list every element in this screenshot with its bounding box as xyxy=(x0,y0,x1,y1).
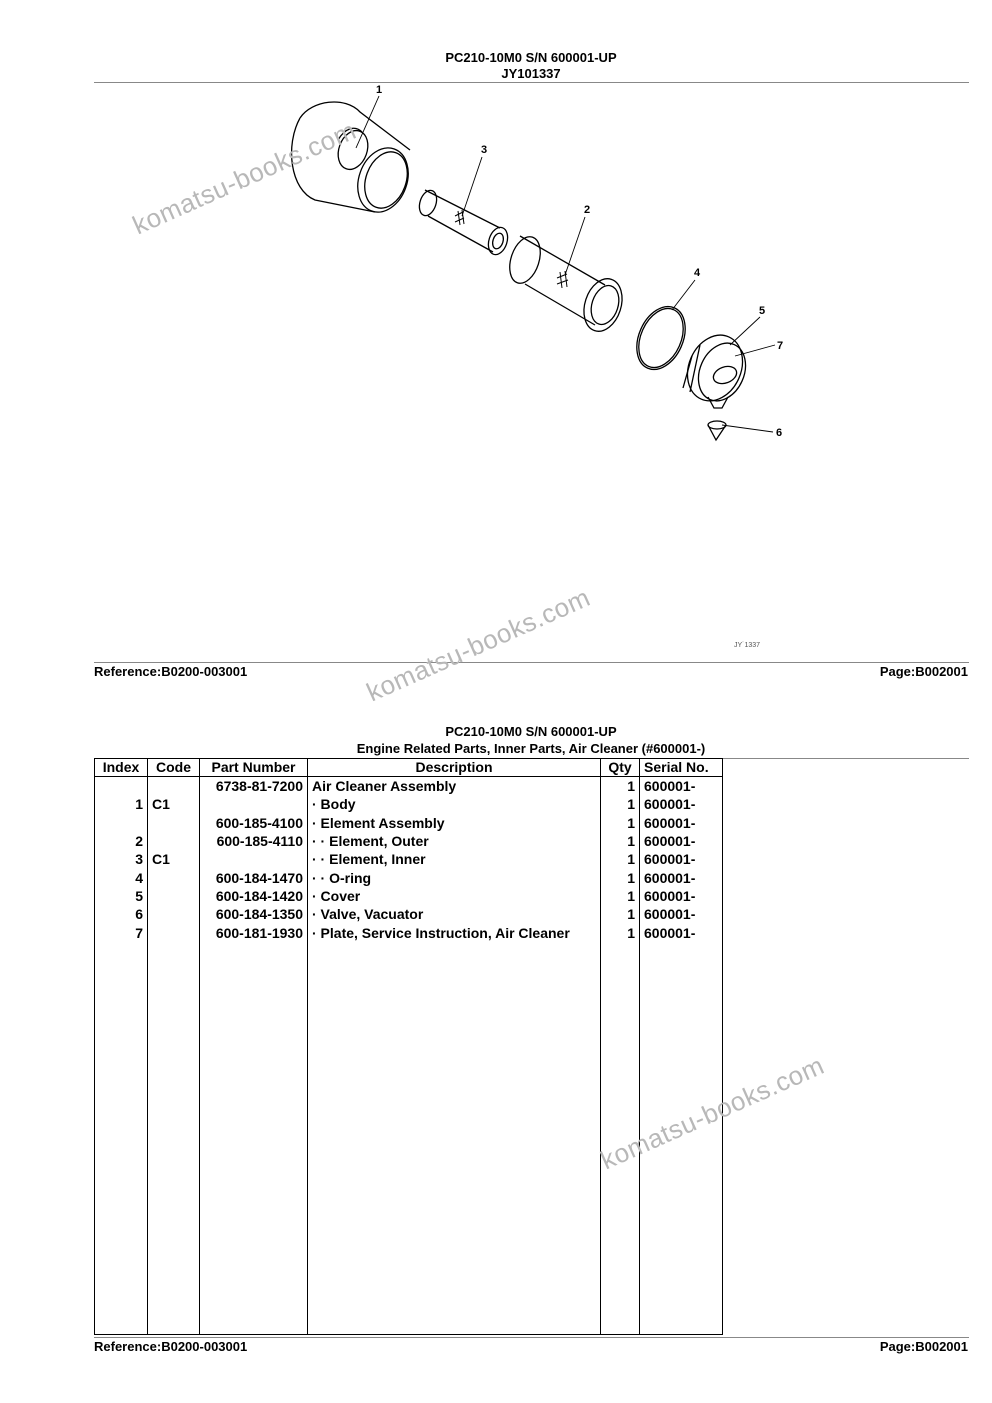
parts-table xyxy=(94,758,723,1335)
callout-7: 7 xyxy=(777,340,784,352)
watermark: komatsu-books.com xyxy=(128,114,361,241)
part-cover-drawing xyxy=(677,326,754,409)
index-cell: 5 xyxy=(95,887,148,905)
footer-rule-bottom xyxy=(94,1337,969,1338)
col-qty-header: Qty xyxy=(601,759,640,777)
code-cell xyxy=(148,832,200,850)
callout-4: 4 xyxy=(694,267,701,279)
diagram-page-title: PC210-10M0 S/N 600001-UP xyxy=(445,50,617,65)
watermark: komatsu-books.com xyxy=(362,581,595,708)
table-row xyxy=(95,814,723,832)
callout-1: 1 xyxy=(376,84,383,96)
table-header-row xyxy=(95,759,723,777)
description-cell: Air Cleaner Assembly xyxy=(308,777,601,796)
reference-top: Reference:B0200-003001 xyxy=(94,664,248,679)
code-cell: C1 xyxy=(148,850,200,868)
serial-cell: 600001- xyxy=(640,905,723,923)
part-number-cell: 6738-81-7200 xyxy=(200,777,308,796)
qty-cell: 1 xyxy=(601,850,640,868)
table-row xyxy=(95,868,723,886)
table-row xyxy=(95,905,723,923)
code-cell: C1 xyxy=(148,795,200,813)
parts-list-subtitle: Engine Related Parts, Inner Parts, Air Cleaner (#600001-) xyxy=(356,741,706,756)
description-cell: · Element Assembly xyxy=(308,814,601,832)
serial-cell: 600001- xyxy=(640,850,723,868)
index-cell: 2 xyxy=(95,832,148,850)
description-cell: · · Element, Outer xyxy=(308,832,601,850)
serial-cell: 600001- xyxy=(640,832,723,850)
qty-cell: 1 xyxy=(601,814,640,832)
page-number-top: Page:B002001 xyxy=(879,664,968,679)
part-outer-element-drawing xyxy=(504,233,628,336)
serial-cell: 600001- xyxy=(640,868,723,886)
callout-3: 3 xyxy=(481,144,488,156)
reference-bottom: Reference:B0200-003001 xyxy=(94,1339,248,1354)
empty-cell xyxy=(95,942,148,1335)
qty-cell: 1 xyxy=(601,923,640,941)
code-cell xyxy=(148,887,200,905)
col-code-header: Code xyxy=(148,759,200,777)
index-cell: 7 xyxy=(95,923,148,941)
exploded-parts-diagram xyxy=(0,0,992,700)
part-number-cell xyxy=(200,795,308,813)
code-cell xyxy=(148,777,200,796)
index-cell: 1 xyxy=(95,795,148,813)
part-number-cell: 600-184-1420 xyxy=(200,887,308,905)
callout-2: 2 xyxy=(584,204,591,216)
table-row xyxy=(95,850,723,868)
table-row xyxy=(95,832,723,850)
parts-list-title: PC210-10M0 S/N 600001-UP xyxy=(445,724,617,739)
empty-cell xyxy=(200,942,308,1335)
table-header-rule-extension xyxy=(722,758,969,759)
index-cell: 4 xyxy=(95,868,148,886)
code-cell xyxy=(148,814,200,832)
serial-cell: 600001- xyxy=(640,923,723,941)
serial-cell: 600001- xyxy=(640,887,723,905)
index-cell: 3 xyxy=(95,850,148,868)
qty-cell: 1 xyxy=(601,905,640,923)
watermark: komatsu-books.com xyxy=(596,1049,829,1176)
table-row xyxy=(95,795,723,813)
part-number-cell xyxy=(200,850,308,868)
serial-cell: 600001- xyxy=(640,777,723,796)
qty-cell: 1 xyxy=(601,777,640,796)
col-description-header: Description xyxy=(308,759,601,777)
description-cell: · Valve, Vacuator xyxy=(308,905,601,923)
description-cell: · Plate, Service Instruction, Air Cleaner xyxy=(308,923,601,941)
qty-cell: 1 xyxy=(601,868,640,886)
callout-6: 6 xyxy=(776,427,783,439)
qty-cell: 1 xyxy=(601,832,640,850)
part-number-cell: 600-184-1470 xyxy=(200,868,308,886)
code-cell xyxy=(148,923,200,941)
col-part-number-header: Part Number xyxy=(200,759,308,777)
part-valve-drawing xyxy=(708,421,726,440)
qty-cell: 1 xyxy=(601,887,640,905)
part-number-cell: 600-185-4100 xyxy=(200,814,308,832)
index-cell: 6 xyxy=(95,905,148,923)
serial-cell: 600001- xyxy=(640,795,723,813)
description-cell: · · Element, Inner xyxy=(308,850,601,868)
part-inner-element-drawing xyxy=(416,188,511,257)
col-index-header: Index xyxy=(95,759,148,777)
empty-cell xyxy=(148,942,200,1335)
part-number-cell: 600-185-4110 xyxy=(200,832,308,850)
description-cell: · Cover xyxy=(308,887,601,905)
empty-cell xyxy=(308,942,601,1335)
footer-rule-top xyxy=(94,662,969,663)
figure-code: JY˙1337 xyxy=(734,642,761,649)
description-cell: · Body xyxy=(308,795,601,813)
part-number-cell: 600-184-1350 xyxy=(200,905,308,923)
page-number-bottom: Page:B002001 xyxy=(879,1339,968,1354)
col-serial-header: Serial No. xyxy=(640,759,723,777)
table-row xyxy=(95,923,723,941)
serial-cell: 600001- xyxy=(640,814,723,832)
table-row xyxy=(95,887,723,905)
callout-5: 5 xyxy=(759,305,766,317)
code-cell xyxy=(148,905,200,923)
index-cell xyxy=(95,777,148,796)
part-number-cell: 600-181-1930 xyxy=(200,923,308,941)
table-row xyxy=(95,777,723,796)
code-cell xyxy=(148,868,200,886)
description-cell: · · O-ring xyxy=(308,868,601,886)
qty-cell: 1 xyxy=(601,795,640,813)
diagram-page-subtitle: JY101337 xyxy=(501,66,561,81)
index-cell xyxy=(95,814,148,832)
